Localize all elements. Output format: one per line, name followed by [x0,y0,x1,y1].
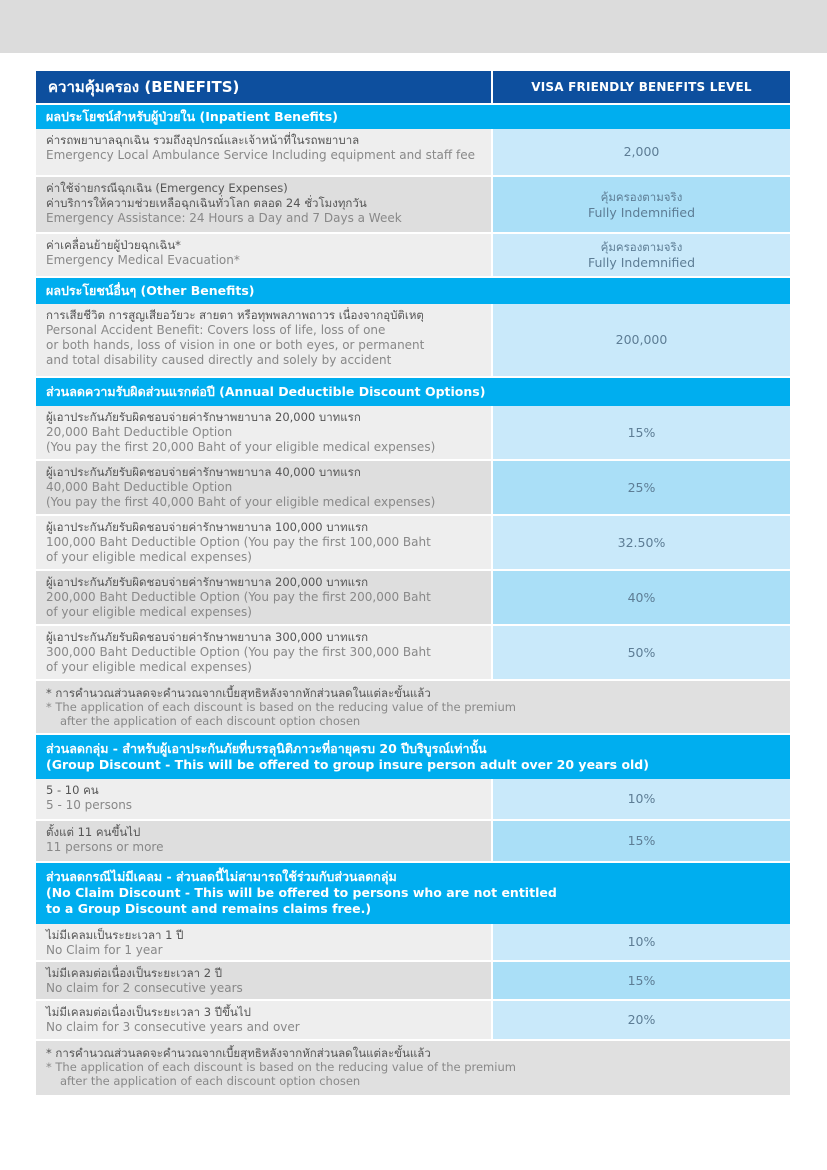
english-text: 200,000 Baht Deductible Option (You pay the first 200,000 Baht [46,590,431,604]
benefits-column-header: ความคุ้มครอง (BENEFITS) [36,71,493,103]
english-text: (You pay the first 40,000 Baht of your eligible medical expenses) [46,495,436,509]
english-text: 5 - 10 persons [46,798,133,812]
footnote-english: after the application of each discount option chosen [60,1074,361,1088]
value-text: คุ้มครองตามจริง [600,189,683,204]
benefit-value [493,234,790,276]
value-text: 15% [627,424,656,440]
english-text: 40,000 Baht Deductible Option [46,480,233,494]
value-text: 10% [627,791,656,806]
benefit-description [36,516,493,569]
benefit-value [493,406,790,459]
section-title-thai: ส่วนลดกรณีไม่มีเคลม - ส่วนลดนี้ไม่สามารถใช้ร่วมกับส่วนลดกลุ่ม [46,869,397,884]
benefit-description [36,177,493,232]
footnote-english: * The application of each discount is based on the reducing value of the premium [46,700,516,714]
thai-text: ผู้เอาประกันภัยรับผิดชอบจ่ายค่ารักษาพยาบาล 100,000 บาทแรก [46,520,369,534]
footnote-english: * The application of each discount is based on the reducing value of the premium [46,1060,516,1074]
table-row [36,129,790,177]
benefit-value [493,779,790,819]
benefit-description [36,821,493,861]
benefit-description [36,571,493,624]
table-row [36,924,790,962]
benefit-value [493,177,790,232]
table-row [36,177,790,234]
benefit-value [493,129,790,175]
benefit-description [36,1001,493,1039]
benefit-description [36,234,493,276]
benefit-description [36,129,493,175]
footnote-thai: * การคำนวณส่วนลดจะคำนวณจากเบี้ยสุทธิหลังจากหักส่วนลดในแต่ละขั้นแล้ว [46,686,431,700]
value-text: 40% [627,589,656,605]
benefit-value [493,304,790,376]
section-noclaim-title [36,863,790,924]
benefit-description [36,304,493,376]
section-title-english: to a Group Discount and remains claims free.) [46,901,372,916]
value-text: 200,000 [615,332,668,347]
english-text: or both hands, loss of vision in one or both eyes, or permanent [46,338,425,352]
english-text: 100,000 Baht Deductible Option (You pay the first 100,000 Baht [46,535,431,549]
benefit-value [493,1001,790,1039]
table-row [36,1001,790,1041]
value-text: 20% [627,1012,656,1027]
table-row [36,626,790,681]
thai-text: 5 - 10 คน [46,783,99,797]
table-row [36,461,790,516]
benefit-value [493,571,790,624]
table-row [36,516,790,571]
table-header [36,71,790,105]
value-text: 15% [627,972,656,988]
english-text: No Claim for 1 year [46,943,163,957]
table-row [36,962,790,1001]
section-inpatient-title: ผลประโยชน์สำหรับผู้ป่วยใน (Inpatient Benefits) [36,105,790,129]
thai-text: ไม่มีเคลมต่อเนื่องเป็นระยะเวลา 2 ปี [46,966,223,980]
benefit-value [493,516,790,569]
value-text: Fully Indemnified [587,204,696,220]
top-band [0,0,827,53]
benefit-value [493,962,790,999]
value-text: 15% [627,833,656,848]
section-title-thai: ส่วนลดกลุ่ม - สำหรับผู้เอาประกันภัยที่บรรลุนิติภาวะที่อายุครบ 20 ปีบริบูรณ์เท่านั้น [46,741,487,756]
section-deductible-title: ส่วนลดความรับผิดส่วนแรกต่อปี (Annual Deductible Discount Options) [36,378,790,406]
english-text: 300,000 Baht Deductible Option (You pay the first 300,000 Baht [46,645,431,659]
thai-text: ไม่มีเคลมเป็นระยะเวลา 1 ปี [46,928,184,942]
benefit-value [493,626,790,679]
thai-text: การเสียชีวิต การสูญเสียอวัยวะ สายตา หรือทุพพลภาพถาวร เนื่องจากอุบัติเหตุ [46,308,424,322]
benefit-description [36,406,493,459]
value-text: 2,000 [623,144,660,159]
thai-text: ผู้เอาประกันภัยรับผิดชอบจ่ายค่ารักษาพยาบาล 40,000 บาทแรก [46,465,361,479]
english-text: 20,000 Baht Deductible Option [46,425,233,439]
english-text: No claim for 3 consecutive years and over [46,1020,300,1034]
value-text: Fully Indemnified [587,255,696,270]
table-row [36,571,790,626]
thai-text: ผู้เอาประกันภัยรับผิดชอบจ่ายค่ารักษาพยาบาล 20,000 บาทแรก [46,410,361,424]
footnote-thai: * การคำนวณส่วนลดจะคำนวณจากเบี้ยสุทธิหลังจากหักส่วนลดในแต่ละขั้นแล้ว [46,1046,431,1060]
english-text: of your eligible medical expenses) [46,550,252,564]
english-text: No claim for 2 consecutive years [46,981,243,995]
english-text: of your eligible medical expenses) [46,605,252,619]
thai-text: ค่าเคลื่อนย้ายผู้ป่วยฉุกเฉิน* [46,238,181,252]
table-row [36,304,790,378]
thai-text: ค่าบริการให้ความช่วยเหลือฉุกเฉินทั่วโลก ตลอด 24 ชั่วโมงทุกวัน [46,196,367,210]
section-other-title: ผลประโยชน์อื่นๆ (Other Benefits) [36,278,790,304]
thai-text: ผู้เอาประกันภัยรับผิดชอบจ่ายค่ารักษาพยาบาล 300,000 บาทแรก [46,630,369,644]
english-text: and total disability caused directly and solely by accident [46,353,392,367]
benefit-description [36,461,493,514]
table-row [36,234,790,278]
thai-text: ตั้งแต่ 11 คนขึ้นไป [46,825,141,839]
thai-text: ค่ารถพยาบาลฉุกเฉิน รวมถึงอุปกรณ์และเจ้าหน้าที่ในรถพยาบาล [46,133,360,147]
english-text: Emergency Assistance: 24 Hours a Day and 7 Days a Week [46,211,402,225]
benefits-table [36,71,790,1097]
value-text: 32.50% [617,534,666,550]
benefit-value [493,461,790,514]
thai-text: ไม่มีเคลมต่อเนื่องเป็นระยะเวลา 3 ปีขึ้นไป [46,1005,251,1019]
english-text: (You pay the first 20,000 Baht of your eligible medical expenses) [46,440,436,454]
value-text: 25% [627,479,656,495]
benefit-description [36,924,493,960]
thai-text: ค่าใช้จ่ายกรณีฉุกเฉิน (Emergency Expenses) [46,181,288,195]
benefit-value [493,821,790,861]
english-text: of your eligible medical expenses) [46,660,252,674]
benefit-value [493,924,790,960]
table-row [36,406,790,461]
benefit-description [36,779,493,819]
footnote-english: after the application of each discount option chosen [60,714,361,728]
value-text: คุ้มครองตามจริง [600,240,683,254]
table-row [36,779,790,821]
noclaim-footnote [36,1041,790,1097]
english-text: 11 persons or more [46,840,164,854]
thai-text: ผู้เอาประกันภัยรับผิดชอบจ่ายค่ารักษาพยาบาล 200,000 บาทแรก [46,575,369,589]
benefit-description [36,626,493,679]
value-text: 50% [627,644,656,660]
level-column-header: VISA FRIENDLY BENEFITS LEVEL [531,80,752,94]
english-text: Emergency Medical Evacuation* [46,253,240,267]
english-text: Emergency Local Ambulance Service Including equipment and staff fee [46,148,475,162]
benefit-description [36,962,493,999]
value-text: 10% [627,934,656,949]
section-title-english: (No Claim Discount - This will be offered to persons who are not entitled [46,885,557,900]
english-text: Personal Accident Benefit: Covers loss of life, loss of one [46,323,386,337]
table-row [36,821,790,863]
section-title-english: (Group Discount - This will be offered to group insure person adult over 20 years old) [46,757,649,772]
section-group-title [36,735,790,779]
deductible-footnote [36,681,790,735]
